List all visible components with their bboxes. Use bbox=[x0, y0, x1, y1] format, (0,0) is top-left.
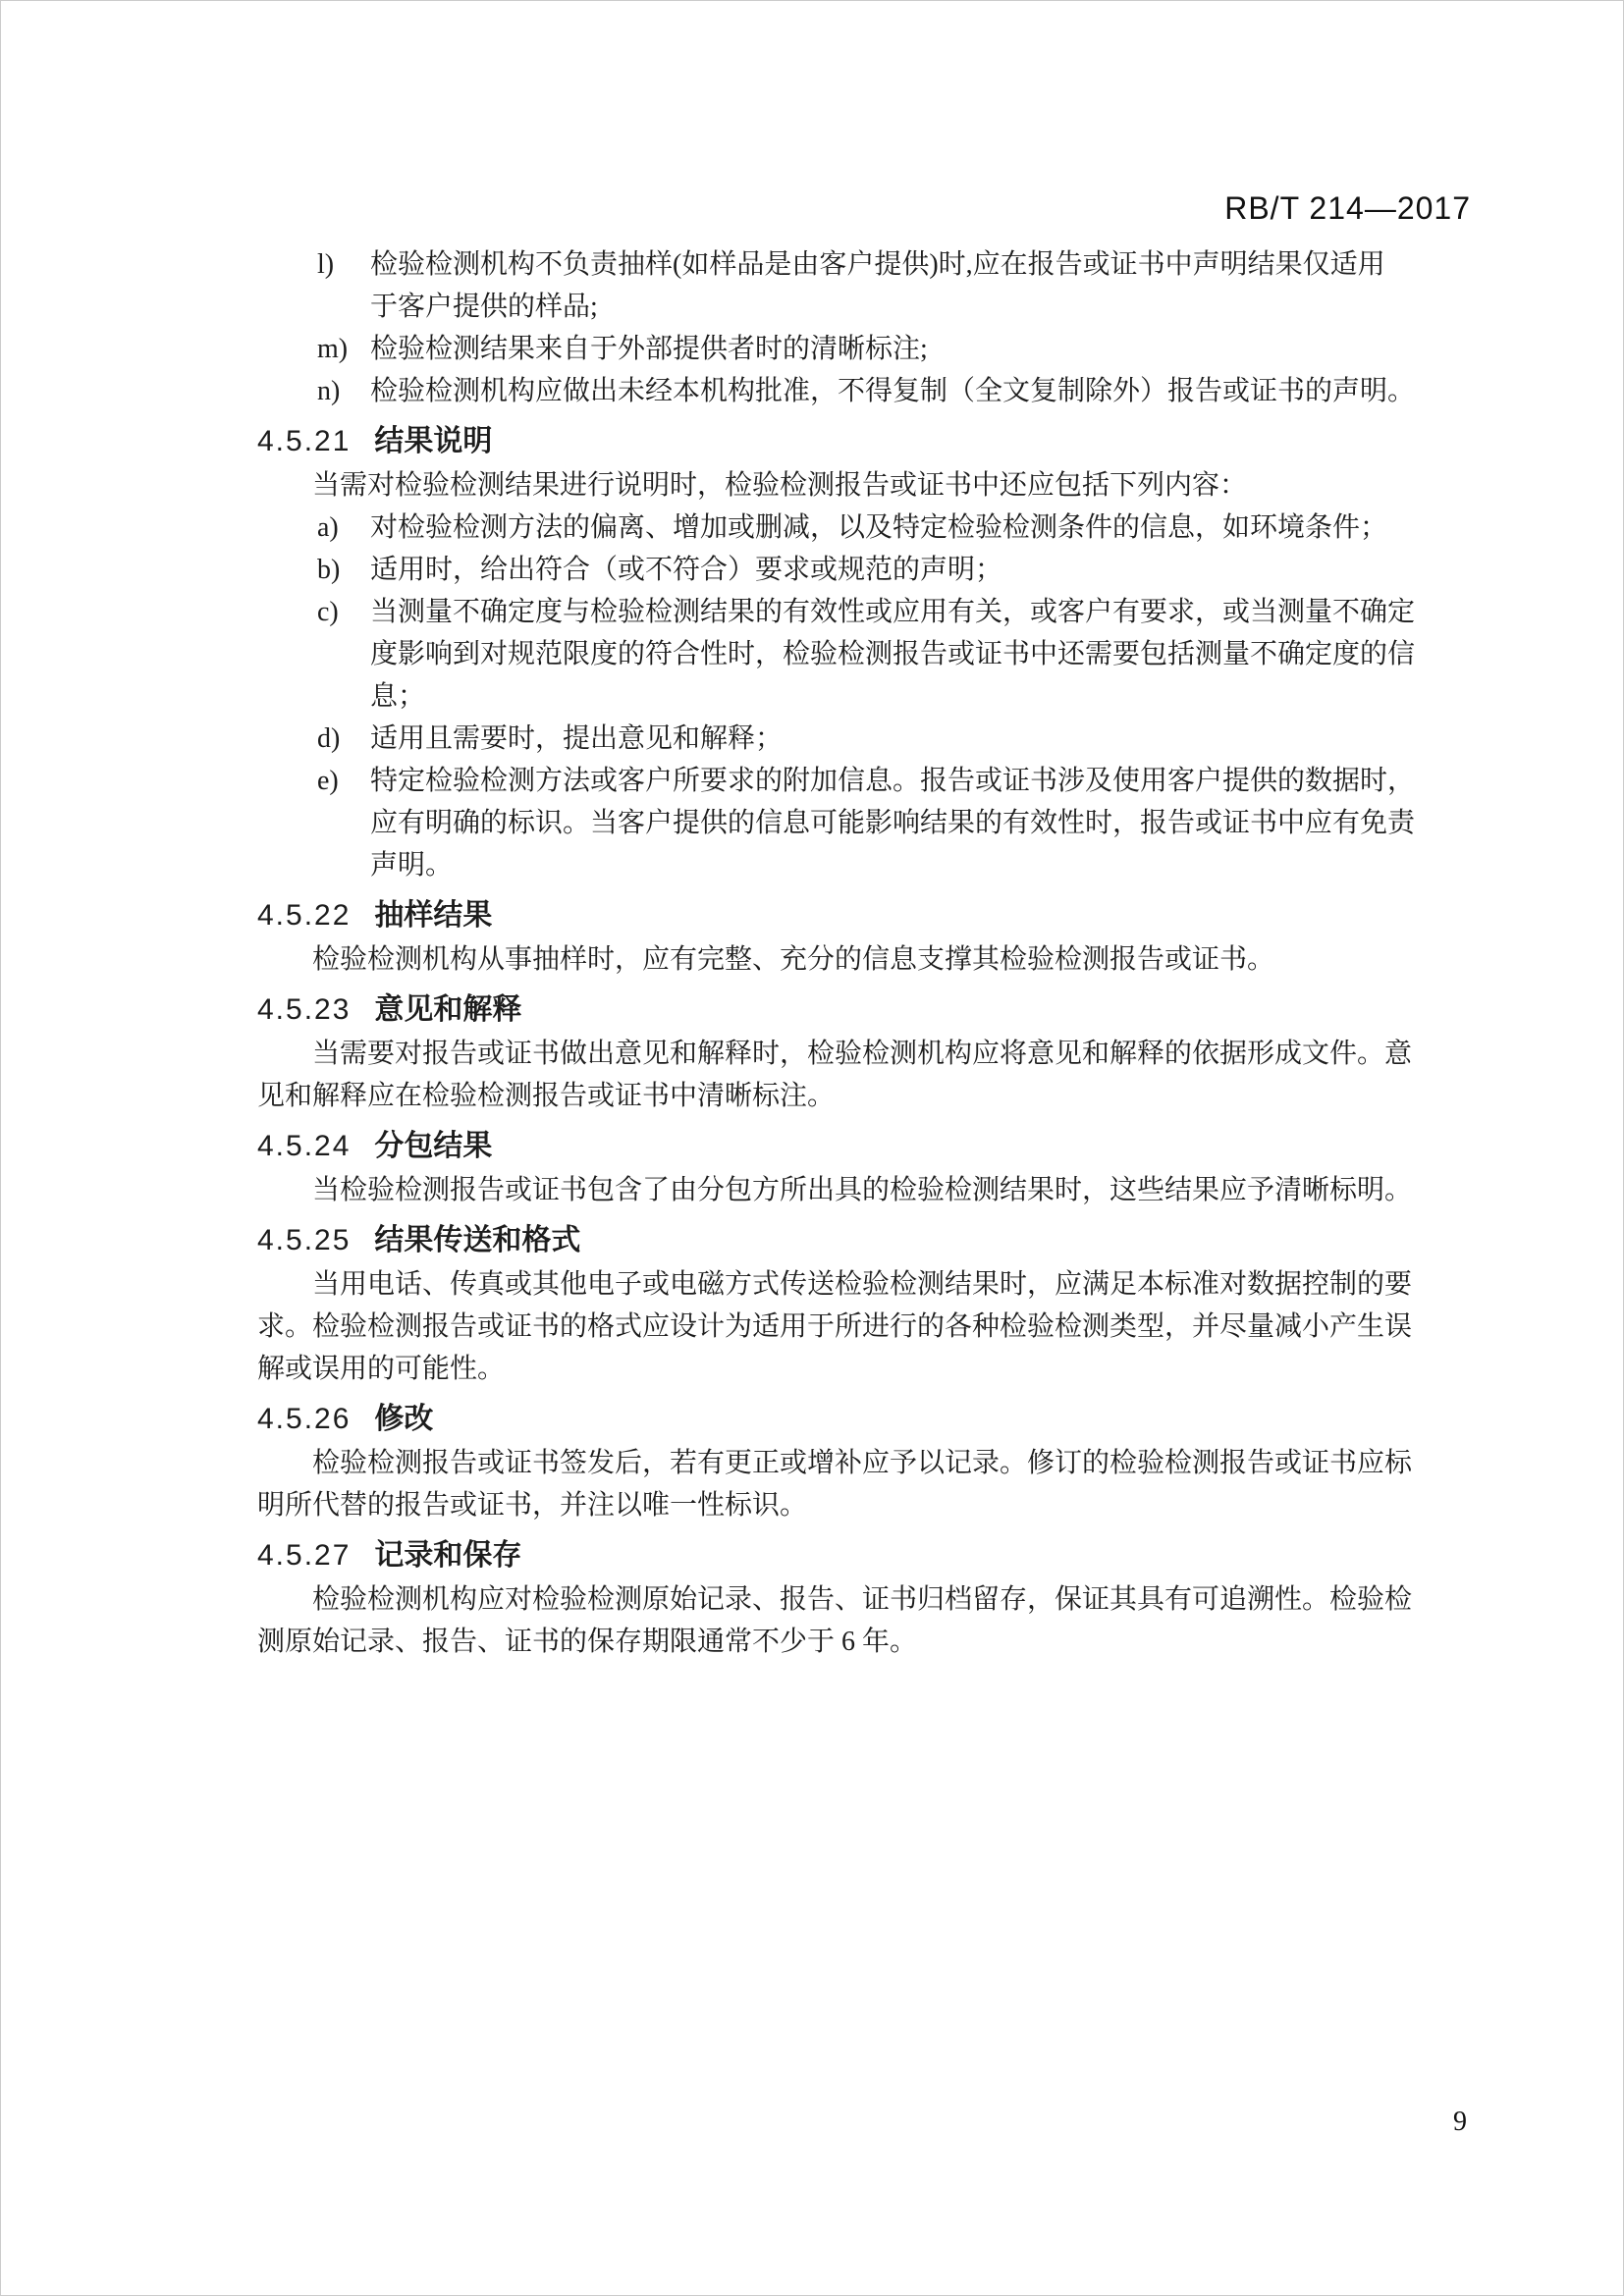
section-number: 4.5.26 bbox=[257, 1403, 352, 1435]
text-line: 适用且需要时，提出意见和解释； bbox=[370, 723, 784, 754]
text-line: 当测量不确定度与检验检测结果的有效性或应用有关，或客户有要求，或当测量不确定 bbox=[370, 597, 1416, 627]
text-line: 于客户提供的样品; bbox=[370, 292, 598, 322]
text-line: 当检验检测报告或证书包含了由分包方所出具的检验检测结果时，这些结果应予清晰标明。 bbox=[312, 1175, 1413, 1205]
list-item bbox=[317, 370, 1471, 412]
paragraph bbox=[257, 464, 1471, 507]
text-line: 求。检验检测报告或证书的格式应设计为适用于所进行的各种检验检测类型，并尽量减小产生误 bbox=[257, 1311, 1413, 1342]
list-marker: c) bbox=[317, 597, 339, 627]
list-item bbox=[317, 243, 1471, 328]
text-line: 当需对检验检测结果进行说明时，检验检测报告或证书中还应包括下列内容： bbox=[312, 470, 1248, 501]
text-line: 息； bbox=[370, 681, 426, 712]
text-line: 检验检测机构应对检验检测原始记录、报告、证书归档留存，保证其具有可追溯性。检验检 bbox=[312, 1584, 1413, 1615]
section-title: 修改 bbox=[374, 1403, 434, 1435]
text-line: 度影响到对规范限度的符合性时，检验检测报告或证书中还需要包括测量不确定度的信 bbox=[370, 639, 1416, 669]
list-marker: b) bbox=[317, 555, 341, 585]
list-item bbox=[317, 718, 1471, 760]
list-item bbox=[317, 507, 1471, 549]
text-line: 当需要对报告或证书做出意见和解释时，检验检测机构应将意见和解释的依据形成文件。意 bbox=[312, 1039, 1413, 1069]
list-marker: e) bbox=[317, 766, 339, 796]
section-title: 记录和保存 bbox=[374, 1539, 522, 1572]
text-line: 检验检测机构不负责抽样(如样品是由客户提供)时,应在报告或证书中声明结果仅适用 bbox=[370, 249, 1385, 280]
section-heading bbox=[257, 1534, 1471, 1576]
list-marker: a) bbox=[317, 512, 339, 543]
section-number: 4.5.27 bbox=[257, 1539, 352, 1572]
paragraph bbox=[257, 1578, 1471, 1663]
paragraph bbox=[257, 1442, 1471, 1526]
section-heading bbox=[257, 420, 1471, 462]
section-number: 4.5.23 bbox=[257, 993, 352, 1026]
text-line: 适用时，给出符合（或不符合）要求或规范的声明； bbox=[370, 555, 1003, 585]
list-marker: l) bbox=[317, 249, 335, 280]
text-line: 声明。 bbox=[370, 850, 454, 881]
section-title: 结果说明 bbox=[374, 425, 493, 457]
list-item bbox=[317, 760, 1471, 886]
section-heading bbox=[257, 988, 1471, 1031]
text-line: 当用电话、传真或其他电子或电磁方式传送检验检测结果时，应满足本标准对数据控制的要 bbox=[312, 1269, 1413, 1300]
text-line: 检验检测结果来自于外部提供者时的清晰标注; bbox=[370, 334, 928, 364]
list-item bbox=[317, 591, 1471, 718]
list-marker: d) bbox=[317, 723, 341, 754]
section-title: 结果传送和格式 bbox=[374, 1224, 581, 1256]
list-item bbox=[317, 328, 1471, 370]
paragraph bbox=[257, 938, 1471, 981]
text-line: 应有明确的标识。当客户提供的信息可能影响结果的有效性时，报告或证书中应有免责 bbox=[370, 808, 1416, 838]
list-marker: m) bbox=[317, 334, 349, 364]
section-heading bbox=[257, 894, 1471, 936]
list-marker: n) bbox=[317, 376, 341, 406]
section-title: 分包结果 bbox=[374, 1130, 493, 1162]
text-line: 检验检测报告或证书签发后，若有更正或增补应予以记录。修订的检验检测报告或证书应标 bbox=[312, 1448, 1413, 1478]
section-heading bbox=[257, 1219, 1471, 1261]
section-number: 4.5.22 bbox=[257, 899, 352, 932]
text-line: 对检验检测方法的偏离、增加或删减，以及特定检验检测条件的信息，如环境条件； bbox=[370, 512, 1388, 543]
document-body bbox=[257, 243, 1471, 1663]
section-heading bbox=[257, 1398, 1471, 1440]
list-item bbox=[317, 549, 1471, 591]
text-line: 明所代替的报告或证书，并注以唯一性标识。 bbox=[257, 1490, 808, 1521]
section-heading bbox=[257, 1125, 1471, 1167]
paragraph bbox=[257, 1169, 1471, 1211]
section-title: 意见和解释 bbox=[374, 993, 522, 1026]
text-line: 见和解释应在检验检测报告或证书中清晰标注。 bbox=[257, 1081, 836, 1111]
section-title: 抽样结果 bbox=[374, 899, 493, 932]
text-line: 特定检验检测方法或客户所要求的附加信息。报告或证书涉及使用客户提供的数据时， bbox=[370, 766, 1416, 796]
text-line: 检验检测机构从事抽样时，应有完整、充分的信息支撑其检验检测报告或证书。 bbox=[312, 944, 1275, 975]
section-number: 4.5.25 bbox=[257, 1224, 352, 1256]
page-number: 9 bbox=[1453, 2107, 1467, 2137]
section-number: 4.5.21 bbox=[257, 425, 352, 457]
text-line: 测原始记录、报告、证书的保存期限通常不少于 6 年。 bbox=[257, 1627, 918, 1657]
text-line: 检验检测机构应做出未经本机构批准，不得复制（全文复制除外）报告或证书的声明。 bbox=[370, 376, 1416, 406]
section-number: 4.5.24 bbox=[257, 1130, 352, 1162]
paragraph bbox=[257, 1033, 1471, 1117]
text-line: 解或误用的可能性。 bbox=[257, 1354, 506, 1384]
paragraph bbox=[257, 1263, 1471, 1390]
document-code: RB/T 214—2017 bbox=[1224, 190, 1471, 226]
